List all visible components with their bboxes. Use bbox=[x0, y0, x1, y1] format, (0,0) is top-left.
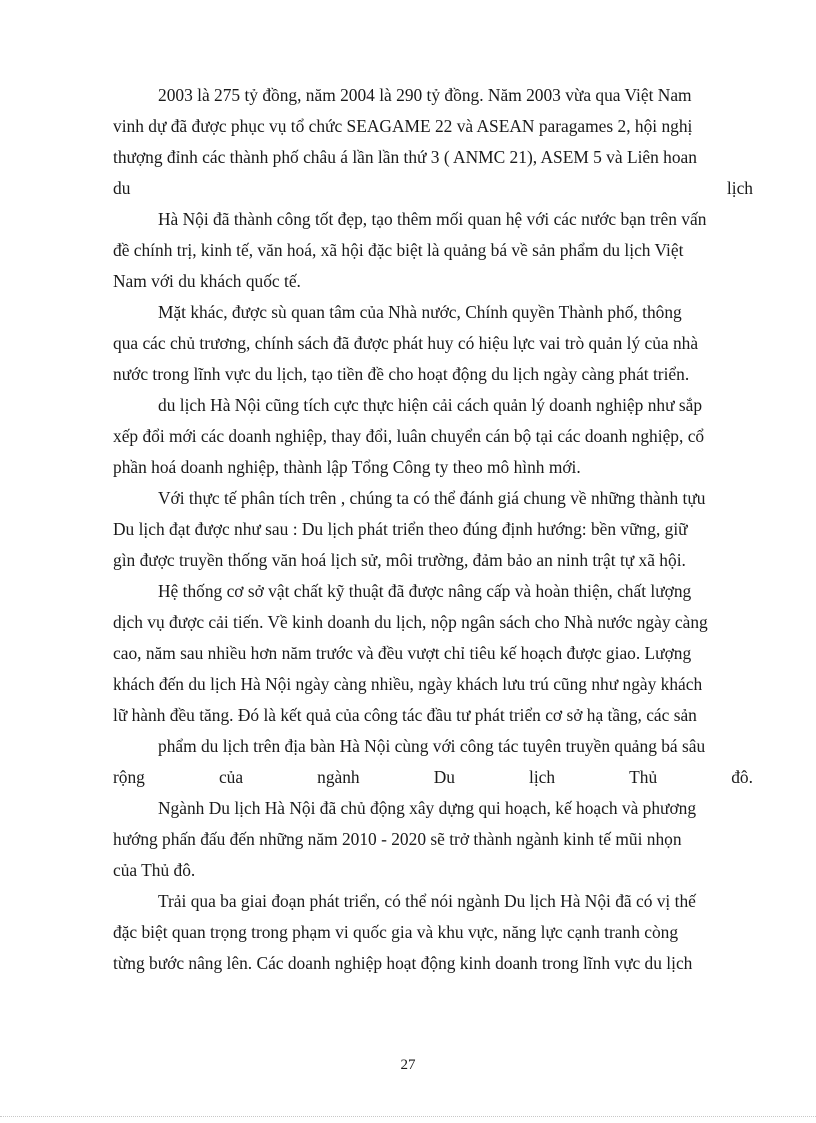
text-line: dịch vụ được cải tiến. Về kinh doanh du lịch, nộp ngân sách cho Nhà nước ngày càng bbox=[113, 612, 708, 632]
text-line: đề chính trị, kinh tế, văn hoá, xã hội đặc biệt là quảng bá về sản phẩm du lịch Việt bbox=[113, 240, 684, 260]
text-line: gìn được truyền thống văn hoá lịch sử, môi trường, đảm bảo an ninh trật tự xã hội. bbox=[113, 550, 686, 570]
text-line: cao, năm sau nhiều hơn năm trước và đều vượt chỉ tiêu kế hoạch được giao. Lượng bbox=[113, 643, 692, 663]
text-line: nước trong lĩnh vực du lịch, tạo tiền đề cho hoạt động du lịch ngày càng phát triển. bbox=[113, 364, 690, 384]
text-line: Nam với du khách quốc tế. bbox=[113, 271, 301, 291]
word: ngành bbox=[317, 767, 360, 787]
text-line: du lịch Hà Nội cũng tích cực thực hiện cải cách quản lý doanh nghiệp như sắp bbox=[158, 395, 703, 415]
text-line: 2003 là 275 tỷ đồng, năm 2004 là 290 tỷ đồng. Năm 2003 vừa qua Việt Nam bbox=[158, 85, 692, 105]
word: Du bbox=[433, 767, 455, 787]
text-line: phần hoá doanh nghiệp, thành lập Tổng Công ty theo mô hình mới. bbox=[113, 457, 581, 477]
page-number: 27 bbox=[400, 1057, 416, 1073]
text-line: Với thực tế phân tích trên , chúng ta có thể đánh giá chung về những thành tựu bbox=[158, 488, 706, 508]
text-line: Hà Nội đã thành công tốt đẹp, tạo thêm mối quan hệ với các nước bạn trên vấn bbox=[158, 209, 707, 229]
text-line: Mặt khác, được sù quan tâm của Nhà nước, Chính quyền Thành phố, thông bbox=[158, 302, 682, 322]
page-bottom-rule bbox=[0, 1116, 816, 1117]
text-line: thượng đỉnh các thành phố châu á lần lần thứ 3 ( ANMC 21), ASEM 5 và Liên hoan bbox=[113, 147, 697, 167]
text-line: đặc biệt quan trọng trong phạm vi quốc gia và khu vực, năng lực cạnh tranh còng bbox=[113, 922, 679, 942]
word: rộng bbox=[113, 767, 145, 787]
text-line: từng bước nâng lên. Các doanh nghiệp hoạt động kinh doanh trong lĩnh vực du lịch bbox=[113, 953, 693, 973]
word: lịch bbox=[529, 767, 556, 787]
text-line: Du lịch đạt được như sau : Du lịch phát triển theo đúng định hướng: bền vững, giữ bbox=[113, 519, 688, 539]
text-line: khách đến du lịch Hà Nội ngày càng nhiều, ngày khách lưu trú cũng như ngày khách bbox=[113, 674, 703, 694]
text-line: phẩm du lịch trên địa bàn Hà Nội cùng với công tác tuyên truyền quảng bá sâu bbox=[158, 736, 706, 756]
word: Thủ bbox=[629, 767, 658, 787]
word: lịch bbox=[726, 178, 753, 198]
text-line: của Thủ đô. bbox=[113, 860, 196, 880]
word: của bbox=[218, 767, 244, 787]
text-line: lữ hành đều tăng. Đó là kết quả của công tác đầu tư phát triển cơ sở hạ tầng, các sản bbox=[113, 705, 697, 725]
text-line: hướng phấn đấu đến những năm 2010 - 2020 sẽ trở thành ngành kinh tế mũi nhọn bbox=[113, 829, 682, 849]
text-line: Ngành Du lịch Hà Nội đã chủ động xây dựng qui hoạch, kế hoạch và phương bbox=[158, 798, 697, 818]
text-line: Hệ thống cơ sở vật chất kỹ thuật đã được nâng cấp và hoàn thiện, chất lượng bbox=[158, 581, 692, 601]
text-line: qua các chủ trương, chính sách đã được phát huy có hiệu lực vai trò quản lý của nhà bbox=[113, 333, 699, 353]
text-line: Trải qua ba giai đoạn phát triển, có thể nói ngành Du lịch Hà Nội đã có vị thế bbox=[158, 891, 696, 911]
text-line: vinh dự đã được phục vụ tổ chức SEAGAME 22 và ASEAN paragames 2, hội nghị bbox=[113, 116, 693, 136]
word: đô. bbox=[731, 767, 753, 787]
word: du bbox=[113, 178, 131, 198]
text-line: xếp đổi mới các doanh nghiệp, thay đổi, luân chuyển cán bộ tại các doanh nghiệp, cổ bbox=[113, 426, 705, 446]
text-line-justified bbox=[113, 765, 753, 789]
text-line-justified bbox=[113, 176, 753, 200]
